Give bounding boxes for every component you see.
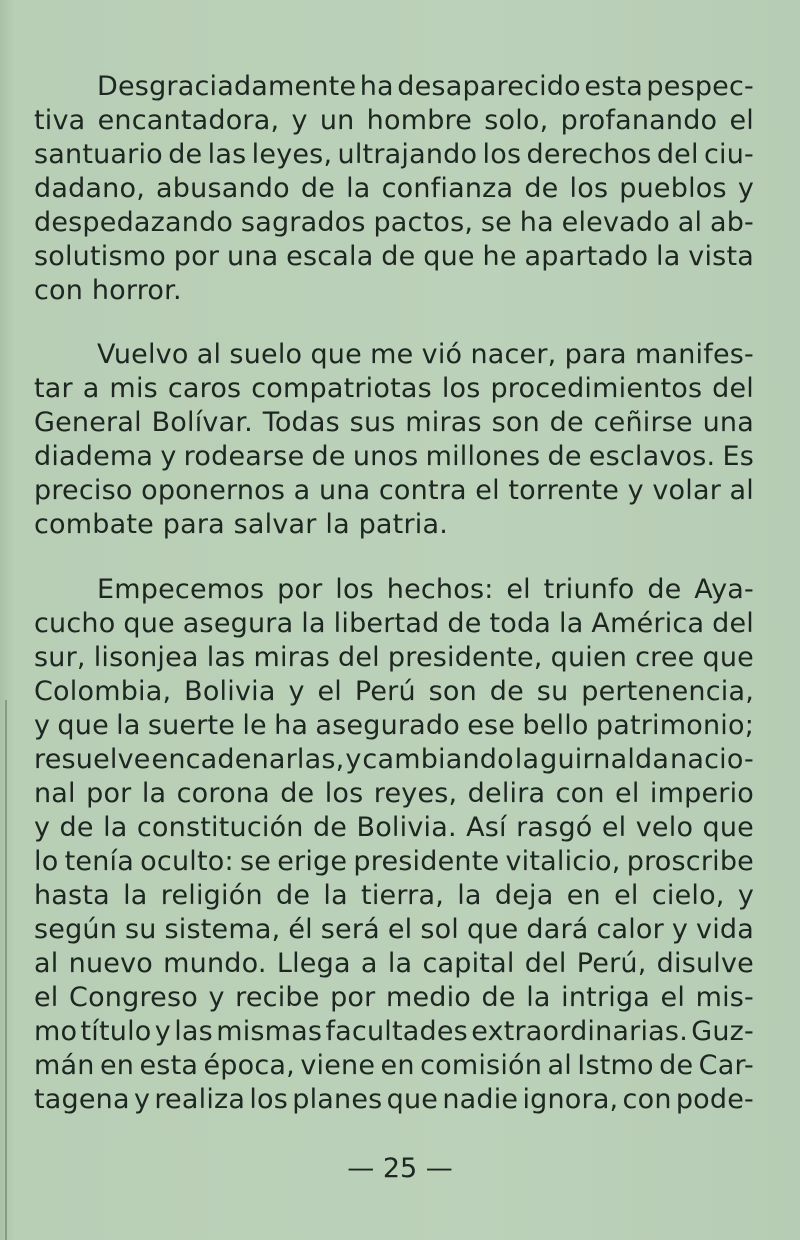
text-line: santuario de las leyes, ultrajando los derechos del ciu- — [34, 139, 754, 170]
text-line: mo título y las mismas facultades extraordinarias. Guz- — [34, 1016, 754, 1047]
text-line: y de la constitución de Bolivia. Así rasgó el velo que — [34, 812, 754, 843]
text-line: cucho que asegura la libertad de toda la América del — [34, 608, 754, 639]
text-line: al nuevo mundo. Llega a la capital del Perú, disulve — [34, 948, 754, 979]
paragraph-3 — [34, 573, 754, 1117]
text-line: tar a mis caros compatriotas los procedimientos del — [34, 373, 754, 404]
text-line: dadano, abusando de la confianza de los pueblos y — [34, 173, 754, 204]
text-line: Vuelvo al suelo que me vió nacer, para manifes- — [97, 339, 754, 370]
text-line: resuelve encadenarlas, y cambiando la guirnalda nacio- — [34, 744, 754, 775]
text-line: nal por la corona de los reyes, delira con el imperio — [34, 778, 754, 809]
paragraph-1 — [34, 70, 754, 308]
text-line: General Bolívar. Todas sus miras son de ceñirse una — [34, 407, 754, 438]
text-line: hasta la religión de la tierra, la deja en el cielo, y — [34, 880, 754, 911]
text-line: el Congreso y recibe por medio de la intriga el mis- — [34, 982, 754, 1013]
text-line: y que la suerte le ha asegurado ese bello patrimonio; — [34, 710, 754, 741]
text-line: Desgraciadamente ha desaparecido esta pespec- — [97, 71, 754, 102]
text-line: tagena y realiza los planes que nadie ignora, con pode- — [34, 1084, 754, 1115]
text-line: según su sistema, él será el sol que dará calor y vida — [34, 914, 754, 945]
page-number: — 25 — — [347, 1153, 453, 1184]
text-line: solutismo por una escala de que he apartado la vista — [34, 241, 754, 272]
text-line: despedazando sagrados pactos, se ha elevado al ab- — [34, 207, 754, 238]
text-line: lo tenía oculto: se erige presidente vitalicio, proscribe — [34, 846, 754, 877]
text-line: sur, lisonjea las miras del presidente, quien cree que — [34, 642, 754, 673]
text-line: con horror. — [34, 275, 182, 306]
text-line: diadema y rodearse de unos millones de esclavos. Es — [34, 441, 754, 472]
text-line: Colombia, Bolivia y el Perú son de su pertenencia, — [34, 676, 754, 707]
text-line: mán en esta época, viene en comisión al Istmo de Car- — [34, 1050, 754, 1081]
text-line: combate para salvar la patria. — [34, 509, 448, 540]
text-line: tiva encantadora, y un hombre solo, profanando el — [34, 105, 754, 136]
paragraph-2 — [34, 338, 754, 542]
text-line: preciso oponernos a una contra el torrente y volar al — [34, 475, 754, 506]
text-line: Empecemos por los hechos: el triunfo de Aya- — [97, 574, 754, 605]
